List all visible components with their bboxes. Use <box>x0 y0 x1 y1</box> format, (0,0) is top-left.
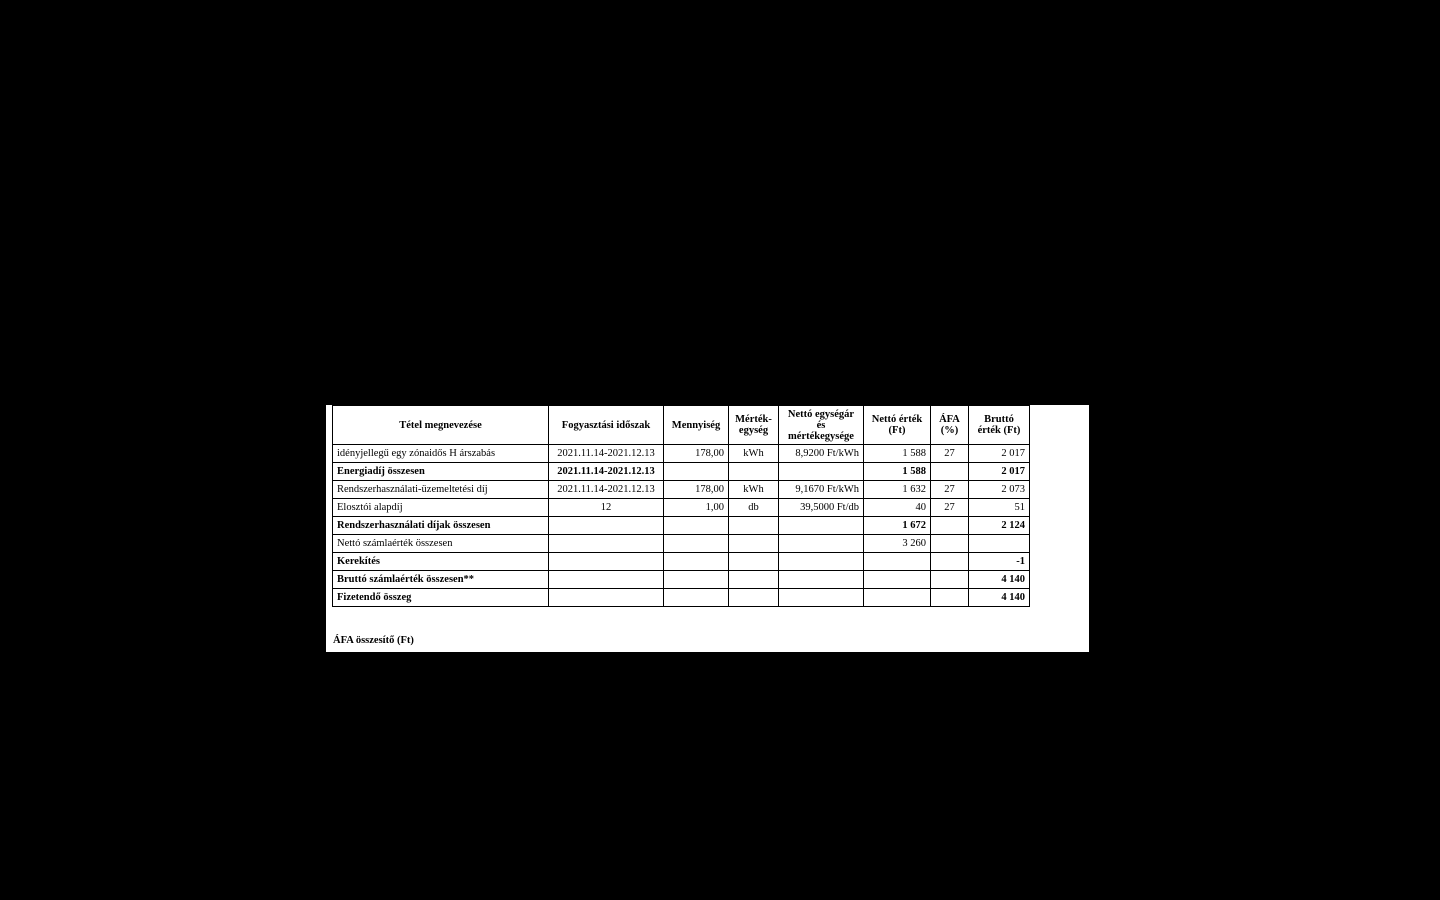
cell-quantity <box>664 571 729 589</box>
cell-net-value: 40 <box>864 499 931 517</box>
table-row <box>333 517 1030 535</box>
cell-net-value: 1 588 <box>864 445 931 463</box>
cell-vat-percent <box>931 535 969 553</box>
cell-unit <box>729 571 779 589</box>
cell-unit: kWh <box>729 481 779 499</box>
cell-item-name: Fizetendő összeg <box>333 589 549 607</box>
cell-net-value: 3 260 <box>864 535 931 553</box>
cell-quantity <box>664 535 729 553</box>
header-net-value: Nettó érték (Ft) <box>864 406 931 445</box>
cell-unit-price <box>779 571 864 589</box>
cell-period <box>549 589 664 607</box>
cell-vat-percent <box>931 517 969 535</box>
header-item-name: Tétel megnevezése <box>333 406 549 445</box>
cell-net-value: 1 632 <box>864 481 931 499</box>
cell-vat-percent: 27 <box>931 481 969 499</box>
cell-unit-price: 9,1670 Ft/kWh <box>779 481 864 499</box>
cell-vat-percent <box>931 589 969 607</box>
cell-gross-value: 2 124 <box>969 517 1030 535</box>
cell-period: 2021.11.14-2021.12.13 <box>549 445 664 463</box>
table-row <box>333 499 1030 517</box>
cell-unit <box>729 535 779 553</box>
cell-vat-percent: 27 <box>931 499 969 517</box>
header-vat-percent: ÁFA (%) <box>931 406 969 445</box>
cell-gross-value: 51 <box>969 499 1030 517</box>
table-row <box>333 463 1030 481</box>
header-unit: Mérték- egység <box>729 406 779 445</box>
table-row <box>333 571 1030 589</box>
cell-quantity <box>664 553 729 571</box>
header-consumption-period: Fogyasztási időszak <box>549 406 664 445</box>
header-unit-price: Nettó egységár és mértékegysége <box>779 406 864 445</box>
cell-unit-price <box>779 463 864 481</box>
document-page <box>326 405 1089 652</box>
cell-vat-percent <box>931 571 969 589</box>
cell-period: 2021.11.14-2021.12.13 <box>549 463 664 481</box>
cell-unit <box>729 463 779 481</box>
cell-quantity: 178,00 <box>664 481 729 499</box>
cell-gross-value: 4 140 <box>969 589 1030 607</box>
cell-gross-value: 2 073 <box>969 481 1030 499</box>
cell-unit-price: 39,5000 Ft/db <box>779 499 864 517</box>
header-gross-value: Bruttó érték (Ft) <box>969 406 1030 445</box>
cell-gross-value <box>969 535 1030 553</box>
cell-unit: db <box>729 499 779 517</box>
cell-gross-value: 4 140 <box>969 571 1030 589</box>
cell-period: 12 <box>549 499 664 517</box>
cell-quantity: 1,00 <box>664 499 729 517</box>
cell-item-name: Rendszerhasználati díjak összesen <box>333 517 549 535</box>
cell-gross-value: -1 <box>969 553 1030 571</box>
cell-net-value <box>864 571 931 589</box>
cell-unit <box>729 553 779 571</box>
cell-quantity: 178,00 <box>664 445 729 463</box>
cell-item-name: Rendszerhasználati-üzemeltetési díj <box>333 481 549 499</box>
cell-period <box>549 571 664 589</box>
cell-unit-price: 8,9200 Ft/kWh <box>779 445 864 463</box>
table-row <box>333 589 1030 607</box>
cell-vat-percent <box>931 553 969 571</box>
cell-vat-percent: 27 <box>931 445 969 463</box>
cell-gross-value: 2 017 <box>969 445 1030 463</box>
cell-period <box>549 517 664 535</box>
cell-quantity <box>664 589 729 607</box>
cell-item-name: Nettó számlaérték összesen <box>333 535 549 553</box>
cell-net-value: 1 588 <box>864 463 931 481</box>
vat-summary-title: ÁFA összesítő (Ft) <box>333 635 414 646</box>
cell-net-value <box>864 553 931 571</box>
cell-item-name: Elosztói alapdíj <box>333 499 549 517</box>
cell-unit <box>729 589 779 607</box>
cell-quantity <box>664 463 729 481</box>
cell-unit-price <box>779 553 864 571</box>
cell-period: 2021.11.14-2021.12.13 <box>549 481 664 499</box>
table-header-row <box>333 406 1030 445</box>
cell-item-name: Energiadíj összesen <box>333 463 549 481</box>
cell-item-name: idényjellegű egy zónaidős H árszabás <box>333 445 549 463</box>
table-row <box>333 481 1030 499</box>
header-quantity: Mennyiség <box>664 406 729 445</box>
cell-unit <box>729 517 779 535</box>
cell-period <box>549 535 664 553</box>
table-row <box>333 553 1030 571</box>
invoice-items-table <box>332 405 1030 607</box>
cell-item-name: Kerekítés <box>333 553 549 571</box>
cell-period <box>549 553 664 571</box>
cell-unit-price <box>779 535 864 553</box>
cell-net-value <box>864 589 931 607</box>
cell-unit-price <box>779 517 864 535</box>
cell-unit: kWh <box>729 445 779 463</box>
table-row <box>333 535 1030 553</box>
cell-vat-percent <box>931 463 969 481</box>
cell-net-value: 1 672 <box>864 517 931 535</box>
cell-unit-price <box>779 589 864 607</box>
cell-gross-value: 2 017 <box>969 463 1030 481</box>
table-row <box>333 445 1030 463</box>
cell-item-name: Bruttó számlaérték összesen** <box>333 571 549 589</box>
cell-quantity <box>664 517 729 535</box>
